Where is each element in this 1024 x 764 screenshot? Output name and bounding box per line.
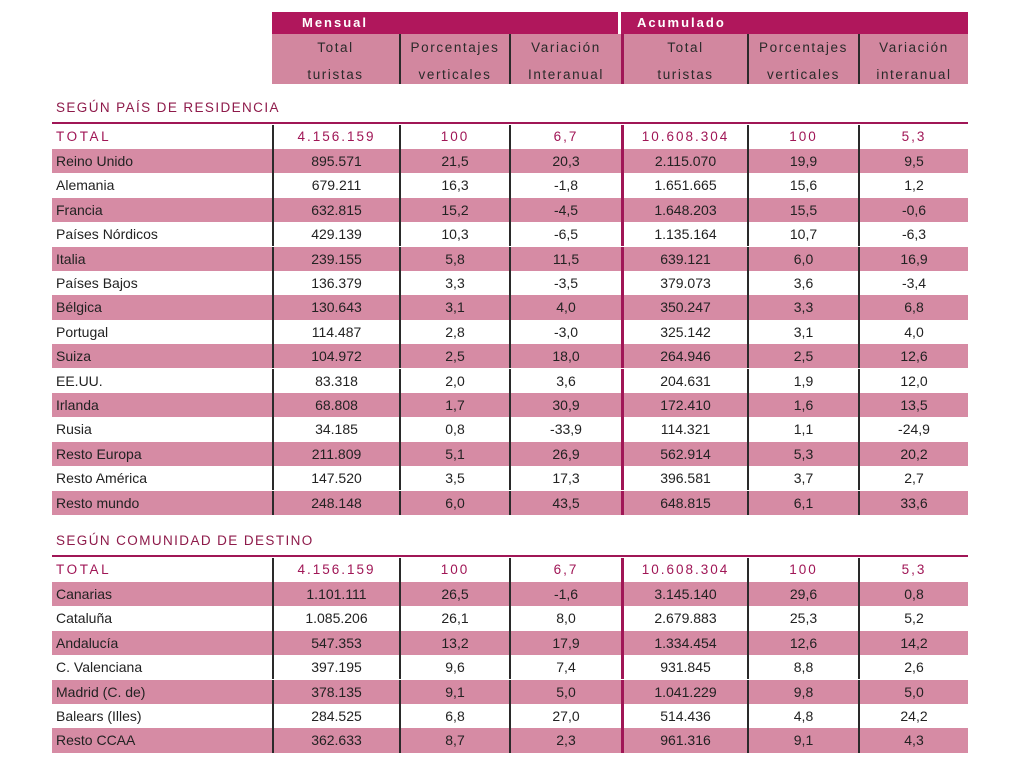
value-cell: 6,0 — [399, 491, 509, 515]
value-cell: 1.651.665 — [621, 173, 747, 197]
value-cell: 100 — [747, 558, 858, 582]
value-cell: 15,2 — [399, 198, 509, 222]
table-row — [52, 606, 968, 630]
value-cell: 961.316 — [621, 728, 747, 752]
header-line1: Total — [317, 40, 354, 55]
row-label: Irlanda — [56, 396, 99, 413]
value-cell: 3.145.140 — [621, 582, 747, 606]
value-cell: 4,3 — [858, 728, 968, 752]
value-cell: 3,6 — [747, 271, 858, 295]
value-cell: 5,3 — [858, 125, 968, 149]
value-cell: 6,8 — [399, 704, 509, 728]
table-row — [52, 704, 968, 728]
value-cell: 6,8 — [858, 295, 968, 319]
header-line2: turistas — [307, 67, 364, 82]
value-cell: -6,5 — [509, 222, 621, 246]
row-label: Resto mundo — [56, 494, 140, 511]
header-line2: Interanual — [527, 67, 605, 82]
value-cell: 378.135 — [272, 680, 399, 704]
header-line2: verticales — [766, 67, 841, 82]
value-cell: 1.085.206 — [272, 606, 399, 630]
section-title-comunidad: SEGÚN COMUNIDAD DE DESTINO — [56, 533, 314, 548]
value-cell: -3,4 — [858, 271, 968, 295]
value-cell: 10,3 — [399, 222, 509, 246]
value-cell: 15,5 — [747, 198, 858, 222]
header-line1: Variación — [879, 40, 949, 55]
table-row — [52, 417, 968, 441]
value-cell: -6,3 — [858, 222, 968, 246]
value-cell: 1.334.454 — [621, 631, 747, 655]
table-row — [52, 680, 968, 704]
table-row — [52, 655, 968, 679]
row-label: TOTAL — [56, 128, 112, 144]
value-cell: 4.156.159 — [272, 558, 399, 582]
value-cell: 114.487 — [272, 320, 399, 344]
value-cell: 5,3 — [858, 558, 968, 582]
total-row — [52, 558, 968, 582]
value-cell: 1.648.203 — [621, 198, 747, 222]
row-label: Portugal — [56, 323, 109, 340]
row-label: Madrid (C. de) — [56, 683, 146, 700]
value-cell: 172.410 — [621, 393, 747, 417]
value-cell: 6,0 — [747, 247, 858, 271]
row-label: C. Valenciana — [56, 659, 143, 676]
value-cell: -0,6 — [858, 198, 968, 222]
value-cell: 26,9 — [509, 442, 621, 466]
value-cell: 16,3 — [399, 173, 509, 197]
row-label: Suiza — [56, 348, 92, 365]
value-cell: 3,6 — [509, 369, 621, 393]
value-cell: -3,0 — [509, 320, 621, 344]
table-row — [52, 149, 968, 173]
value-cell: 20,2 — [858, 442, 968, 466]
header-line1: Porcentajes — [759, 40, 848, 55]
value-cell: 239.155 — [272, 247, 399, 271]
value-cell: 10.608.304 — [621, 558, 747, 582]
header-line2: verticales — [418, 67, 492, 82]
value-cell: 648.815 — [621, 491, 747, 515]
value-cell: 211.809 — [272, 442, 399, 466]
row-label: Canarias — [56, 585, 113, 602]
value-cell: 362.633 — [272, 728, 399, 752]
table-row — [52, 466, 968, 490]
row-label: Resto Europa — [56, 445, 142, 462]
value-cell: 1,6 — [747, 393, 858, 417]
value-cell: 679.211 — [272, 173, 399, 197]
value-cell: 2,8 — [399, 320, 509, 344]
header-col-acumulado-porcentajes — [747, 34, 858, 84]
value-cell: 639.121 — [621, 247, 747, 271]
value-cell: 100 — [747, 125, 858, 149]
value-cell: 34.185 — [272, 417, 399, 441]
row-label: Países Nórdicos — [56, 226, 158, 243]
header-line1: Porcentajes — [410, 40, 500, 55]
value-cell: 1.135.164 — [621, 222, 747, 246]
value-cell: 284.525 — [272, 704, 399, 728]
value-cell: 5,1 — [399, 442, 509, 466]
value-cell: 1,1 — [747, 417, 858, 441]
value-cell: 13,2 — [399, 631, 509, 655]
table-row — [52, 442, 968, 466]
value-cell: 12,0 — [858, 369, 968, 393]
table-row — [52, 173, 968, 197]
row-label: Países Bajos — [56, 274, 138, 291]
table-row — [52, 295, 968, 319]
value-cell: 248.148 — [272, 491, 399, 515]
row-label: Italia — [56, 250, 86, 267]
header-acumulado: Acumulado — [621, 12, 968, 34]
row-label: EE.UU. — [56, 372, 103, 389]
value-cell: 9,5 — [858, 149, 968, 173]
value-cell: 30,9 — [509, 393, 621, 417]
value-cell: 3,1 — [399, 295, 509, 319]
value-cell: 9,1 — [747, 728, 858, 752]
table-row — [52, 728, 968, 752]
value-cell: 11,5 — [509, 247, 621, 271]
row-label: TOTAL — [56, 561, 112, 577]
total-row — [52, 125, 968, 149]
value-cell: 4,8 — [747, 704, 858, 728]
value-cell: 8,8 — [747, 655, 858, 679]
value-cell: 147.520 — [272, 466, 399, 490]
table-row — [52, 631, 968, 655]
value-cell: -4,5 — [509, 198, 621, 222]
value-cell: 16,9 — [858, 247, 968, 271]
value-cell: -1,8 — [509, 173, 621, 197]
value-cell: 10,7 — [747, 222, 858, 246]
value-cell: 83.318 — [272, 369, 399, 393]
value-cell: -1,6 — [509, 582, 621, 606]
value-cell: 17,9 — [509, 631, 621, 655]
value-cell: 9,1 — [399, 680, 509, 704]
value-cell: 4,0 — [509, 295, 621, 319]
value-cell: 10.608.304 — [621, 125, 747, 149]
row-label: Resto CCAA — [56, 732, 136, 749]
value-cell: 429.139 — [272, 222, 399, 246]
value-cell: 0,8 — [399, 417, 509, 441]
value-cell: 379.073 — [621, 271, 747, 295]
value-cell: 264.946 — [621, 344, 747, 368]
value-cell: 325.142 — [621, 320, 747, 344]
value-cell: 1,2 — [858, 173, 968, 197]
value-cell: 350.247 — [621, 295, 747, 319]
value-cell: 100 — [399, 558, 509, 582]
value-cell: 2.115.070 — [621, 149, 747, 173]
value-cell: 100 — [399, 125, 509, 149]
value-cell: 895.571 — [272, 149, 399, 173]
value-cell: 2.679.883 — [621, 606, 747, 630]
value-cell: 104.972 — [272, 344, 399, 368]
value-cell: 12,6 — [747, 631, 858, 655]
row-label: Resto América — [56, 470, 148, 487]
header-mensual: Mensual — [272, 12, 618, 34]
header-line2: interanual — [876, 67, 952, 82]
value-cell: 1.101.111 — [272, 582, 399, 606]
value-cell: 204.631 — [621, 369, 747, 393]
value-cell: 5,8 — [399, 247, 509, 271]
value-cell: 931.845 — [621, 655, 747, 679]
table-row — [52, 491, 968, 515]
value-cell: 130.643 — [272, 295, 399, 319]
row-label: Balears (Illes) — [56, 707, 142, 724]
header-line2: turistas — [657, 67, 714, 82]
value-cell: 68.808 — [272, 393, 399, 417]
value-cell: 24,2 — [858, 704, 968, 728]
value-cell: 21,5 — [399, 149, 509, 173]
value-cell: 4,0 — [858, 320, 968, 344]
header-col-mensual-total — [272, 34, 399, 84]
table-row — [52, 582, 968, 606]
value-cell: 396.581 — [621, 466, 747, 490]
table-row — [52, 271, 968, 295]
value-cell: 1,9 — [747, 369, 858, 393]
value-cell: 2,5 — [747, 344, 858, 368]
value-cell: 632.815 — [272, 198, 399, 222]
section-title-pais: SEGÚN PAÍS DE RESIDENCIA — [56, 100, 280, 115]
header-line1: Total — [667, 40, 704, 55]
value-cell: 8,7 — [399, 728, 509, 752]
value-cell: 26,5 — [399, 582, 509, 606]
value-cell: 3,3 — [747, 295, 858, 319]
value-cell: 18,0 — [509, 344, 621, 368]
value-cell: 6,1 — [747, 491, 858, 515]
value-cell: 2,5 — [399, 344, 509, 368]
table-row — [52, 369, 968, 393]
table-row — [52, 247, 968, 271]
value-cell: 397.195 — [272, 655, 399, 679]
value-cell: 547.353 — [272, 631, 399, 655]
value-cell: 3,7 — [747, 466, 858, 490]
value-cell: 114.321 — [621, 417, 747, 441]
value-cell: 9,8 — [747, 680, 858, 704]
value-cell: 17,3 — [509, 466, 621, 490]
value-cell: 26,1 — [399, 606, 509, 630]
row-label: Cataluña — [56, 610, 113, 627]
value-cell: 2,7 — [858, 466, 968, 490]
table-row — [52, 393, 968, 417]
value-cell: 514.436 — [621, 704, 747, 728]
value-cell: 14,2 — [858, 631, 968, 655]
value-cell: 1.041.229 — [621, 680, 747, 704]
value-cell: -3,5 — [509, 271, 621, 295]
value-cell: 12,6 — [858, 344, 968, 368]
value-cell: 4.156.159 — [272, 125, 399, 149]
table-row — [52, 198, 968, 222]
value-cell: 9,6 — [399, 655, 509, 679]
table-row — [52, 222, 968, 246]
value-cell: 6,7 — [509, 558, 621, 582]
value-cell: 27,0 — [509, 704, 621, 728]
value-cell: 3,5 — [399, 466, 509, 490]
value-cell: 136.379 — [272, 271, 399, 295]
value-cell: 5,2 — [858, 606, 968, 630]
header-col-acumulado-total — [621, 34, 747, 84]
value-cell: 2,0 — [399, 369, 509, 393]
value-cell: -33,9 — [509, 417, 621, 441]
value-cell: 25,3 — [747, 606, 858, 630]
value-cell: 29,6 — [747, 582, 858, 606]
value-cell: 2,6 — [858, 655, 968, 679]
row-label: Rusia — [56, 421, 92, 438]
value-cell: 3,3 — [399, 271, 509, 295]
header-col-mensual-variacion — [509, 34, 621, 84]
row-label: Andalucía — [56, 634, 119, 651]
value-cell: 8,0 — [509, 606, 621, 630]
row-label: Reino Unido — [56, 152, 134, 169]
value-cell: 5,0 — [858, 680, 968, 704]
value-cell: 15,6 — [747, 173, 858, 197]
row-label: Alemania — [56, 177, 115, 194]
value-cell: 1,7 — [399, 393, 509, 417]
header-line1: Variación — [531, 40, 601, 55]
value-cell: 6,7 — [509, 125, 621, 149]
row-label: Bélgica — [56, 299, 102, 316]
header-col-mensual-porcentajes — [399, 34, 509, 84]
value-cell: 43,5 — [509, 491, 621, 515]
value-cell: 20,3 — [509, 149, 621, 173]
value-cell: -24,9 — [858, 417, 968, 441]
table-row — [52, 344, 968, 368]
table-row — [52, 320, 968, 344]
value-cell: 3,1 — [747, 320, 858, 344]
value-cell: 19,9 — [747, 149, 858, 173]
header-col-acumulado-variacion — [858, 34, 968, 84]
value-cell: 33,6 — [858, 491, 968, 515]
value-cell: 7,4 — [509, 655, 621, 679]
value-cell: 13,5 — [858, 393, 968, 417]
value-cell: 562.914 — [621, 442, 747, 466]
value-cell: 5,0 — [509, 680, 621, 704]
value-cell: 5,3 — [747, 442, 858, 466]
value-cell: 2,3 — [509, 728, 621, 752]
row-label: Francia — [56, 201, 103, 218]
value-cell: 0,8 — [858, 582, 968, 606]
